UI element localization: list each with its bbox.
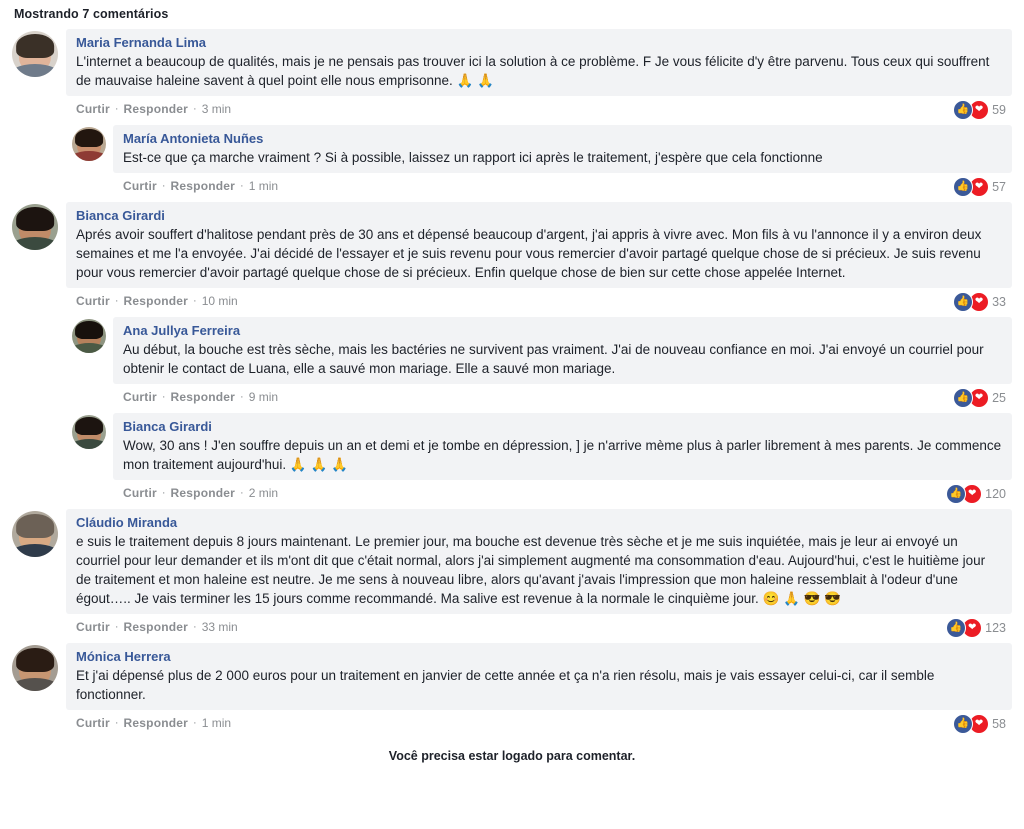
comment-meta (113, 173, 1012, 198)
avatar-hair (16, 34, 54, 58)
avatar-shoulders (72, 343, 106, 353)
reaction-summary[interactable] (946, 618, 1006, 638)
reply-button[interactable]: Responder (170, 390, 236, 404)
like-button[interactable]: Curtir (76, 294, 110, 308)
comment-text: Wow, 30 ans ! J'en souffre depuis un an et demi et je tombe en dépression, ] je n'arrive mème plus à parler librement à mes parents. Je commence mon traitement aujourd'hui. 🙏 🙏 🙏 (123, 438, 1002, 472)
comment-item (72, 413, 1012, 505)
comment-timestamp: 3 min (201, 102, 232, 116)
comment-bubble (113, 413, 1012, 480)
comment-text: Est-ce que ça marche vraiment ? Si à possible, laissez un rapport ici après le traitement, j'espère que cela fonctionne (123, 150, 823, 165)
comment-timestamp: 33 min (201, 620, 238, 634)
heart-icon: ❤ (969, 292, 989, 312)
reaction-count: 123 (985, 621, 1006, 635)
comment-author-link[interactable]: María Antonieta Nuñes (123, 131, 264, 146)
comment-list (12, 29, 1012, 735)
avatar[interactable] (12, 645, 58, 691)
meta-separator: · (114, 717, 119, 729)
heart-icon: ❤ (969, 714, 989, 734)
comment-item (12, 202, 1012, 313)
avatar[interactable] (72, 415, 106, 449)
avatar-hair (16, 207, 54, 231)
comment-body (66, 509, 1012, 639)
comment-author-link[interactable]: Maria Fernanda Lima (76, 35, 207, 50)
comment-text: e suis le traitement depuis 8 jours maintenant. Le premier jour, ma bouche est devenue très sèche et je me suis inquiétée, mais je leur ai envoyé un courriel pour leur demander et ils m'ont dit que c'était normal, alors j'ai simplement augmenté ma consommation d'eau. Aujourd'hui, c'est le huitième jour de traitement et mon haleine est neutre. Je me sens à nouveau libre, alors qu'avant j'avais l'impression que mon haleine ressemblait à l'odeur d'une égout….. Je vais terminer les 15 jours comme recommandé. Ma salive est revenue à la normale le cinquième jour. 😊 🙏 😎 😎 (76, 534, 986, 606)
like-button[interactable]: Curtir (123, 390, 157, 404)
comment-author-link[interactable]: Mónica Herrera (76, 649, 171, 664)
thumbs-up-icon: 👍 (953, 100, 973, 120)
comment-bubble (113, 317, 1012, 384)
comment-meta (66, 614, 1012, 639)
thumbs-up-icon: 👍 (953, 292, 973, 312)
avatar[interactable] (12, 511, 58, 557)
comment-body (113, 413, 1012, 505)
meta-separator: · (193, 717, 197, 729)
comment-body (66, 643, 1012, 735)
comment-text: L'internet a beaucoup de qualités, mais je ne pensais pas trouver ici la solution à ce problème. F Je vous félicite d'y être parvenu. Tous ceux qui souffrent de mauvaise haleine savent à quel point elle nous emprisonne. 🙏 🙏 (76, 54, 990, 88)
comment-timestamp: 9 min (248, 390, 279, 404)
comment-body (113, 125, 1012, 198)
reply-button[interactable]: Responder (123, 294, 189, 308)
reply-button[interactable]: Responder (123, 716, 189, 730)
like-button[interactable]: Curtir (76, 102, 110, 116)
meta-separator: · (240, 180, 244, 192)
avatar[interactable] (12, 204, 58, 250)
comment-item (12, 643, 1012, 735)
thumbs-up-icon: 👍 (953, 388, 973, 408)
avatar-shoulders (12, 678, 58, 691)
comment-item (72, 317, 1012, 409)
avatar-hair (16, 514, 54, 538)
meta-separator: · (114, 621, 119, 633)
comment-text: Aprés avoir souffert d'halitose pendant près de 30 ans et dépensé beaucoup d'argent, j'ai appris à vivre avec. Mon fils à vu l'annonce il y a environ deux semaines et me l'a envoyée. J'ai décidé de l'essayer et je suis revenu pour vous remercier d'avoir partagé quelque chose de si précieux. Je suis revenu pour vous remercier d'avoir partagé quelque chose de si précieux. Enfin quelque chose de bien sur cette chose appelée Internet. (76, 227, 982, 280)
comment-body (113, 317, 1012, 409)
heart-icon: ❤ (969, 388, 989, 408)
comment-author-link[interactable]: Ana Jullya Ferreira (123, 323, 241, 338)
comment-author-link[interactable]: Bianca Girardi (123, 419, 212, 434)
reaction-summary[interactable] (953, 714, 1006, 734)
avatar-hair (75, 417, 103, 435)
comment-text: Et j'ai dépensé plus de 2 000 euros pour un traitement en janvier de cette année et ça n'a rien résolu, mais je vais essayer celui-ci, car il semble fonctionner. (76, 668, 935, 702)
comment-bubble (66, 202, 1012, 288)
comment-bubble (66, 643, 1012, 710)
avatar-shoulders (12, 237, 58, 250)
avatar[interactable] (72, 127, 106, 161)
avatar-shoulders (12, 544, 58, 557)
heart-icon: ❤ (969, 177, 989, 197)
thumbs-up-icon: 👍 (953, 177, 973, 197)
thumbs-up-icon: 👍 (946, 484, 966, 504)
avatar-shoulders (12, 64, 58, 77)
comment-author-link[interactable]: Bianca Girardi (76, 208, 165, 223)
like-button[interactable]: Curtir (76, 620, 110, 634)
reply-button[interactable]: Responder (170, 486, 236, 500)
reaction-count: 58 (992, 717, 1006, 731)
avatar[interactable] (72, 319, 106, 353)
reaction-summary[interactable] (953, 100, 1006, 120)
heart-icon: ❤ (969, 100, 989, 120)
reaction-count: 57 (992, 180, 1006, 194)
reaction-count: 33 (992, 295, 1006, 309)
comment-body (66, 202, 1012, 313)
reaction-count: 120 (985, 487, 1006, 501)
comment-meta (66, 288, 1012, 313)
reaction-summary[interactable] (953, 388, 1006, 408)
comment-timestamp: 2 min (248, 486, 279, 500)
login-notice: Você precisa estar logado para comentar. (388, 749, 636, 763)
meta-separator: · (240, 391, 244, 403)
avatar-hair (75, 321, 103, 339)
meta-separator: · (240, 487, 244, 499)
meta-separator: · (193, 621, 197, 633)
meta-separator: · (161, 180, 166, 192)
comment-bubble (113, 125, 1012, 173)
comment-meta (66, 710, 1012, 735)
heart-icon: ❤ (962, 484, 982, 504)
comment-body (66, 29, 1012, 121)
reaction-summary[interactable] (953, 292, 1006, 312)
like-button[interactable]: Curtir (123, 179, 157, 193)
comment-item (12, 29, 1012, 121)
comment-bubble (66, 29, 1012, 96)
avatar-shoulders (72, 439, 106, 449)
page-title: Mostrando 7 comentários (14, 7, 169, 21)
avatar-hair (16, 648, 54, 672)
avatar-hair (75, 129, 103, 147)
meta-separator: · (114, 103, 119, 115)
reaction-count: 25 (992, 391, 1006, 405)
meta-separator: · (161, 391, 166, 403)
comment-meta (113, 480, 1012, 505)
comment-bubble (66, 509, 1012, 614)
reaction-summary[interactable] (953, 177, 1006, 197)
thumbs-up-icon: 👍 (953, 714, 973, 734)
meta-separator: · (193, 295, 197, 307)
reaction-count: 59 (992, 103, 1006, 117)
comment-timestamp: 1 min (248, 179, 279, 193)
like-button[interactable]: Curtir (76, 716, 110, 730)
comment-author-link[interactable]: Cláudio Miranda (76, 515, 178, 530)
comment-text: Au début, la bouche est très sèche, mais les bactéries ne survivent pas vraiment. J'ai de nouveau confiance en moi. J'ai envoyé un courriel pour obtenir le contact de Luana, elle a sauvé mon mariage. Elle a sauvé mon mariage. (123, 342, 984, 376)
meta-separator: · (161, 487, 166, 499)
comment-timestamp: 1 min (201, 716, 232, 730)
avatar-shoulders (72, 151, 106, 161)
reaction-summary[interactable] (946, 484, 1006, 504)
avatar[interactable] (12, 31, 58, 77)
comment-item (12, 509, 1012, 639)
comment-timestamp: 10 min (201, 294, 238, 308)
thumbs-up-icon: 👍 (946, 618, 966, 638)
meta-separator: · (193, 103, 197, 115)
meta-separator: · (114, 295, 119, 307)
like-button[interactable]: Curtir (123, 486, 157, 500)
heart-icon: ❤ (962, 618, 982, 638)
comment-item (72, 125, 1012, 198)
comment-meta (66, 96, 1012, 121)
comment-meta (113, 384, 1012, 409)
reply-button[interactable]: Responder (170, 179, 236, 193)
reply-button[interactable]: Responder (123, 102, 189, 116)
reply-button[interactable]: Responder (123, 620, 189, 634)
